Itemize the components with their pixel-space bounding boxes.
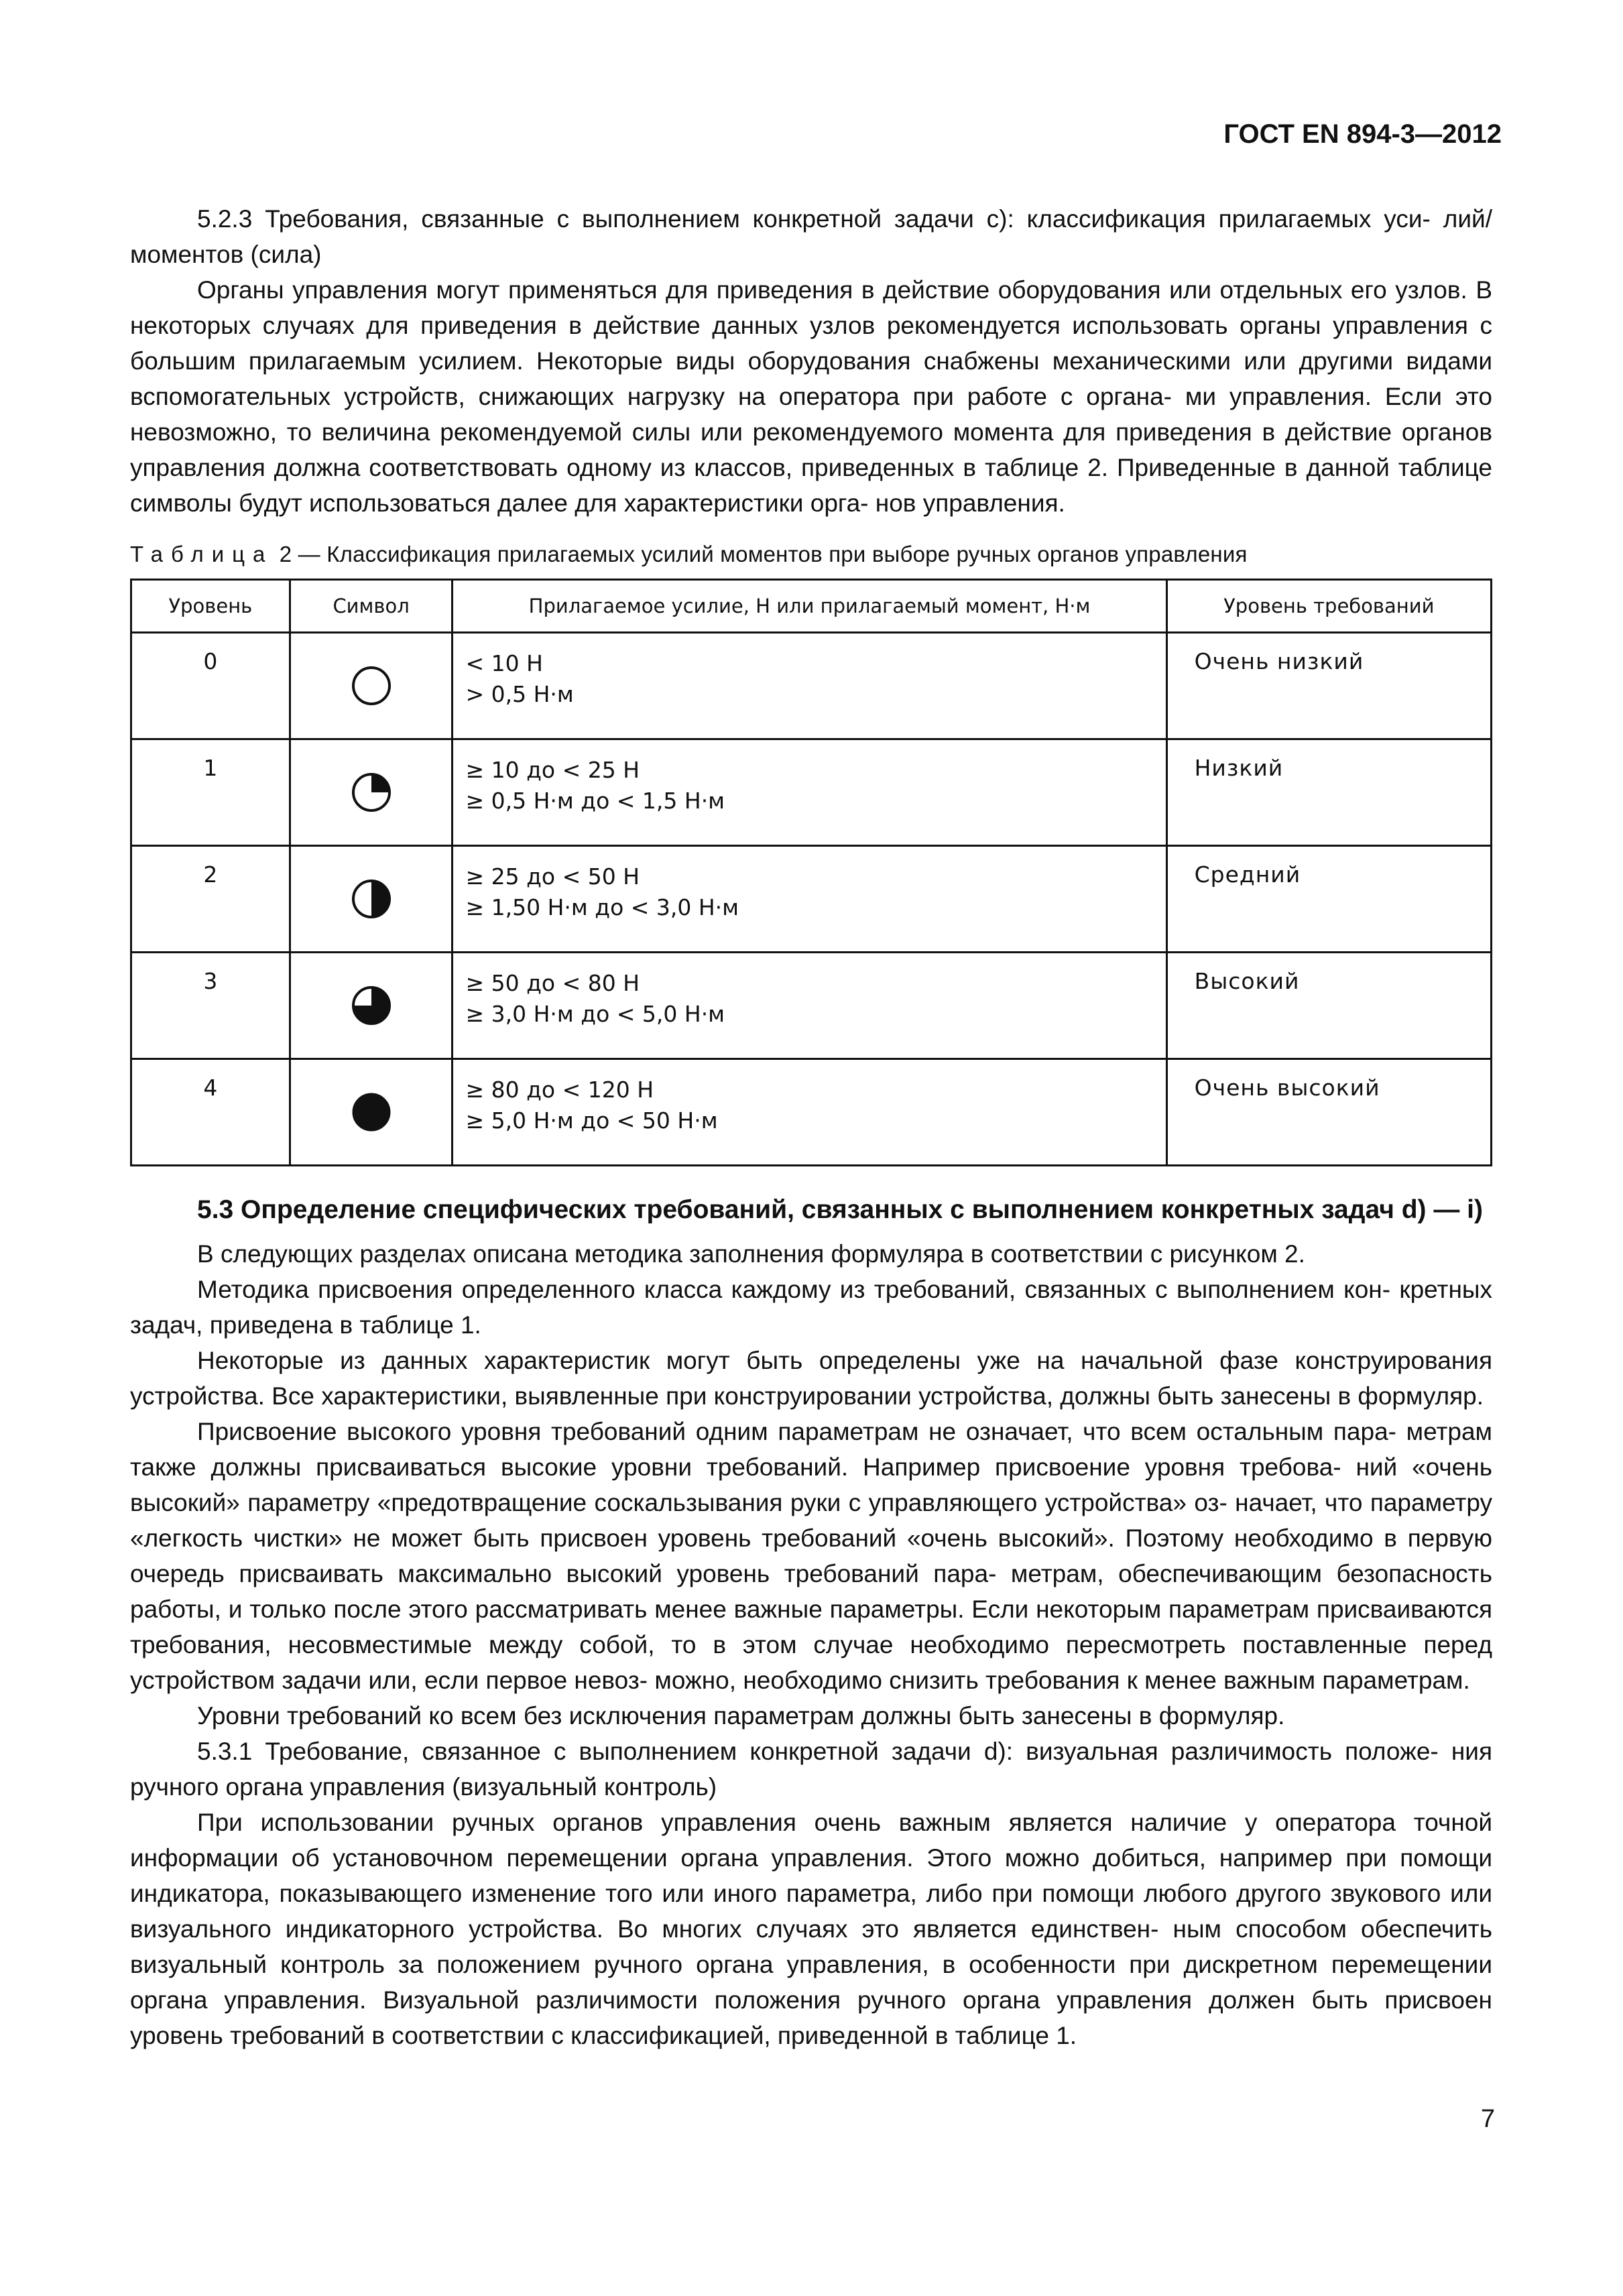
section-5-3-paragraph-3: Некоторые из данных характеристик могут быть определены уже на начальной фазе конструирования устройства. Все характеристики, выявленные при конструировании устройства, должны быть занесены в формуляр. (130, 1347, 1492, 1410)
section-5-2-3-title: 5.2.3 Требования, связанные с выполнением конкретной задачи с): классификация прилагаемых уси- лий/моментов (сила) (130, 205, 1492, 268)
document-code: ГОСТ EN 894-3—2012 (1223, 119, 1502, 149)
force-cell (453, 953, 1166, 1059)
requirement-cell: Низкий (1166, 739, 1491, 846)
header-symbol: Символ (290, 580, 453, 633)
symbol-cell (290, 739, 453, 846)
section-5-3-paragraph-4: Присвоение высокого уровня требований одним параметрам не означает, что всем остальным пара- метрам также должны присваиваться высокие уровни требований. Например присвоение уровня требова- ний «очень высокий» параметру «предотвращение соскальзывания руки с управляющего устройства» оз- начает, что параметру «легкость чистки» не может быть присвоен уровень требований «очень высокий». Поэтому необходимо в первую очередь присваивать максимально высокий уровень требований пара- метрам, обеспечивающим безопасность работы, и только после этого рассматривать менее важные параметры. Если некоторым параметрам присваиваются требования, несовместимые между собой, то в этом случае необходимо пересмотреть поставленные перед устройством задачи или, если первое невоз- можно, необходимо снизить требования к менее важным параметрам. (130, 1418, 1492, 1694)
force-value: < 10 Н (465, 650, 543, 676)
filled-circle-icon (350, 1091, 393, 1134)
table-2-caption-label: Таблица (130, 542, 274, 566)
section-5-3-1-paragraph: При использовании ручных органов управления очень важным является наличие у оператора точной информации об установочном перемещении органа управления. Этого можно добиться, например при помощи индикатора, показывающего изменение того или иного параметра, либо при помощи любого другого звукового или визуального индикаторного устройства. Во многих случаях это является единствен- ным способом обеспечить визуальный контроль за положением ручного органа управления, в особенности при дискретном перемещении органа управления. Визуальной различимости положения ручного органа управления должен быть присвоен уровень требований в соответствии с классификацией, приведенной в таблице 1. (130, 1809, 1492, 2049)
requirement-cell: Очень высокий (1166, 1059, 1491, 1166)
header-force: Прилагаемое усилие, Н или прилагаемый момент, Н·м (453, 580, 1166, 633)
table-row (131, 1059, 1492, 1166)
requirement-cell: Высокий (1166, 953, 1491, 1059)
section-5-3-paragraph-2: Методика присвоения определенного класса каждому из требований, связанных с выполнением кон- кретных задач, приведена в таблице 1. (130, 1276, 1492, 1339)
symbol-cell (290, 846, 453, 953)
level-cell: 2 (131, 846, 290, 953)
half-filled-circle-icon (350, 878, 393, 920)
table-row (131, 739, 1492, 846)
table-2-caption-text: 2 — Классификация прилагаемых усилий моментов при выборе ручных органов управления (273, 542, 1248, 566)
table-header-row (131, 580, 1492, 633)
table-row (131, 846, 1492, 953)
symbol-cell (290, 953, 453, 1059)
table-row (131, 633, 1492, 739)
section-5-3-1-title: 5.3.1 Требование, связанное с выполнением конкретной задачи d): визуальная различимость положе- ния ручного органа управления (визуальный контроль) (130, 1738, 1492, 1801)
force-value: ≥ 50 до < 80 Н (465, 970, 640, 996)
page-number: 7 (1480, 2105, 1495, 2133)
table-2 (130, 579, 1492, 1166)
moment-value: ≥ 0,5 Н·м до < 1,5 Н·м (465, 788, 725, 814)
section-5-2-3-paragraph: Органы управления могут применяться для приведения в действие оборудования или отдельных его узлов. В некоторых случаях для приведения в действие данных узлов рекомендуется использовать органы управления с большим прилагаемым усилием. Некоторые виды оборудования снабжены механическими или другими видами вспомогательных устройств, снижающих нагрузку на оператора при работе с органа- ми управления. Если это невозможно, то величина рекомендуемой силы или рекомендуемого момента для приведения в действие органов управления должна соответствовать одному из классов, приведенных в таблице 2. Приведенные в данной таблице символы будут использоваться далее для характеристики орга- нов управления. (130, 276, 1492, 517)
symbol-cell (290, 1059, 453, 1166)
force-cell (453, 846, 1166, 953)
three-quarter-filled-circle-icon (350, 984, 393, 1027)
force-value: ≥ 25 до < 50 Н (465, 863, 640, 890)
moment-value: > 0,5 Н·м (465, 681, 574, 707)
moment-value: ≥ 5,0 Н·м до < 50 Н·м (465, 1107, 718, 1134)
requirement-cell: Очень низкий (1166, 633, 1491, 739)
section-5-3-paragraph-5: Уровни требований ко всем без исключения параметрам должны быть занесены в формуляр. (197, 1702, 1285, 1730)
fill-circle-icon (350, 664, 393, 707)
level-cell: 3 (131, 953, 290, 1059)
section-5-3-paragraph-1: В следующих разделах описана методика заполнения формуляра в соответствии с рисунком 2. (197, 1240, 1305, 1268)
quarter-filled-circle-icon (350, 771, 393, 814)
table-row (131, 953, 1492, 1059)
level-cell: 1 (131, 739, 290, 846)
force-cell (453, 1059, 1166, 1166)
moment-value: ≥ 1,50 Н·м до < 3,0 Н·м (465, 894, 739, 920)
moment-value: ≥ 3,0 Н·м до < 5,0 Н·м (465, 1001, 725, 1027)
force-value: ≥ 80 до < 120 Н (465, 1077, 654, 1103)
page-content (130, 201, 1492, 2053)
force-cell (453, 633, 1166, 739)
requirement-cell: Средний (1166, 846, 1491, 953)
symbol-cell (290, 633, 453, 739)
header-level: Уровень (131, 580, 290, 633)
section-5-3-heading: 5.3 Определение специфических требований, связанных с выполнением конкретных задач d) — i) (197, 1195, 1484, 1224)
level-cell: 0 (131, 633, 290, 739)
level-cell: 4 (131, 1059, 290, 1166)
force-value: ≥ 10 до < 25 Н (465, 757, 640, 783)
table-2-caption (130, 540, 1492, 569)
header-requirement: Уровень требований (1166, 580, 1491, 633)
force-cell (453, 739, 1166, 846)
